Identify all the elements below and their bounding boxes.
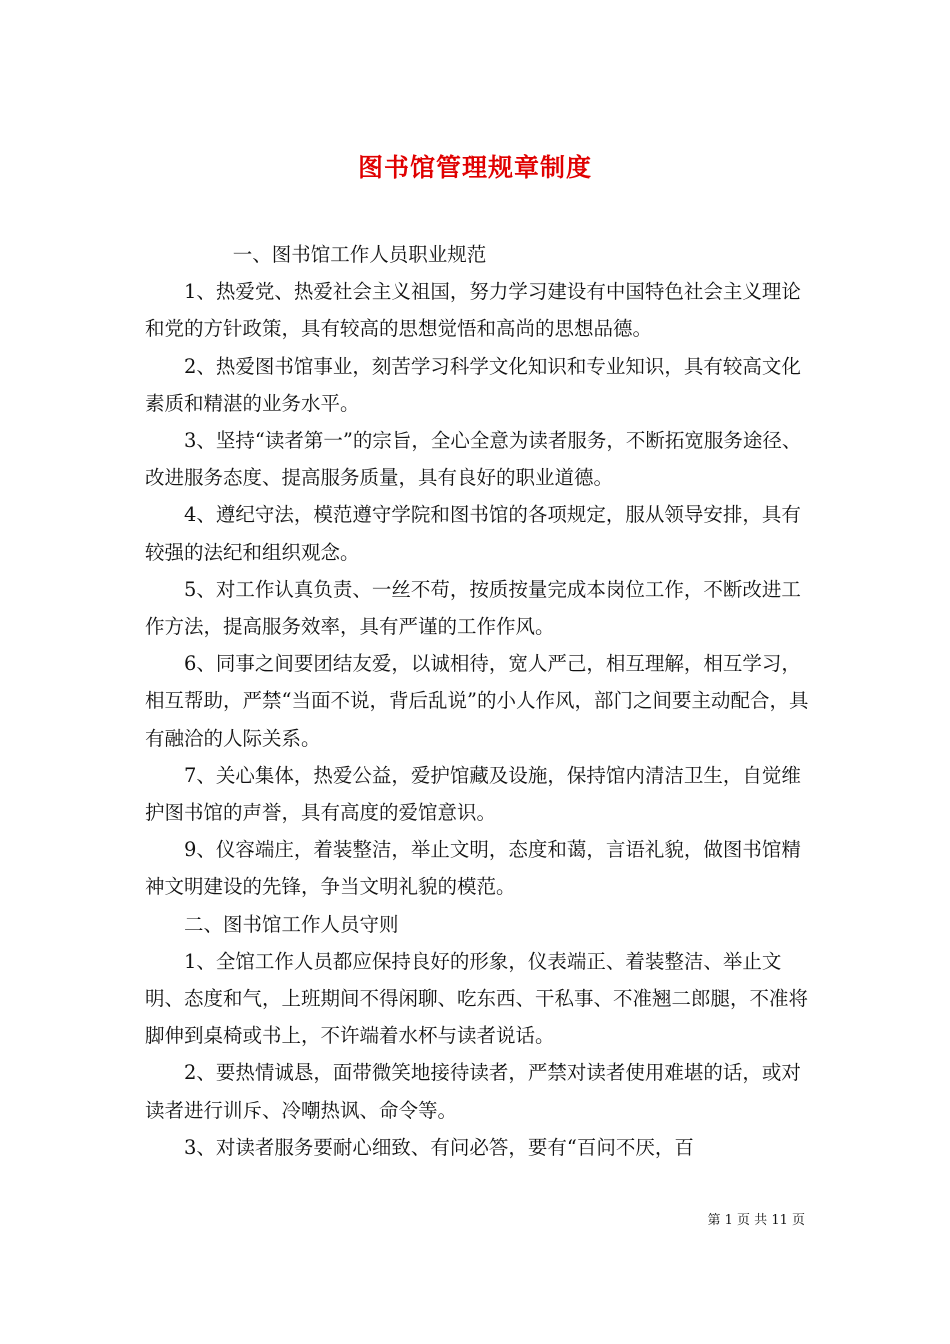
paragraph: 3、坚持“读者第一”的宗旨，全心全意为读者服务，不断拓宽服务途径、改进服务态度、提高服务质量，具有良好的职业道德。 bbox=[145, 429, 802, 490]
paragraph: 4、遵纪守法，模范遵守学院和图书馆的各项规定，服从领导安排，具有较强的法纪和组织观念。 bbox=[145, 503, 801, 564]
paragraph: 6、同事之间要团结友爱，以诚相待，宽人严己，相互理解，相互学习，相互帮助，严禁“当面不说，背后乱说”的小人作风，部门之间要主动配合，具有融洽的人际关系。 bbox=[145, 652, 809, 750]
section-heading-2: 二、图书馆工作人员守则 bbox=[184, 912, 399, 936]
paragraph: 9、仪容端庄，着装整洁，举止文明，态度和蔼，言语礼貌，做图书馆精神文明建设的先锋，争当文明礼貌的模范。 bbox=[145, 838, 801, 899]
paragraph: 2、热爱图书馆事业，刻苦学习科学文化知识和专业知识，具有较高文化素质和精湛的业务水平。 bbox=[145, 354, 801, 415]
paragraph: 3、对读者服务要耐心细致、有问必答，要有“百问不厌，百 bbox=[184, 1135, 694, 1159]
paragraph: 2、要热情诚恳，面带微笑地接待读者，严禁对读者使用难堪的话，或对读者进行训斥、冷嘲热讽、命令等。 bbox=[145, 1061, 801, 1122]
paragraph: 1、热爱党、热爱社会主义祖国，努力学习建设有中国特色社会主义理论和党的方针政策，具有较高的思想觉悟和高尚的思想品德。 bbox=[145, 280, 801, 341]
document-title: 图书馆管理规章制度 bbox=[357, 152, 592, 182]
paragraph: 7、关心集体，热爱公益，爱护馆藏及设施，保持馆内清洁卫生，自觉维护图书馆的声誉，具有高度的爱馆意识。 bbox=[145, 763, 801, 825]
section-heading-1: 一、图书馆工作人员职业规范 bbox=[232, 243, 487, 266]
page-number: 第 1 页 共 11 页 bbox=[707, 1213, 805, 1228]
paragraph: 5、对工作认真负责、一丝不苟，按质按量完成本岗位工作，不断改进工作方法，提高服务效率，具有严谨的工作作风。 bbox=[145, 577, 801, 639]
paragraph: 1、全馆工作人员都应保持良好的形象，仪表端正、着装整洁、举止文明、态度和气，上班期间不得闲聊、吃东西、干私事、不准翘二郎腿，不准将脚伸到桌椅或书上，不许端着水杯与读者说话。 bbox=[145, 949, 809, 1048]
document-body bbox=[145, 236, 810, 1166]
